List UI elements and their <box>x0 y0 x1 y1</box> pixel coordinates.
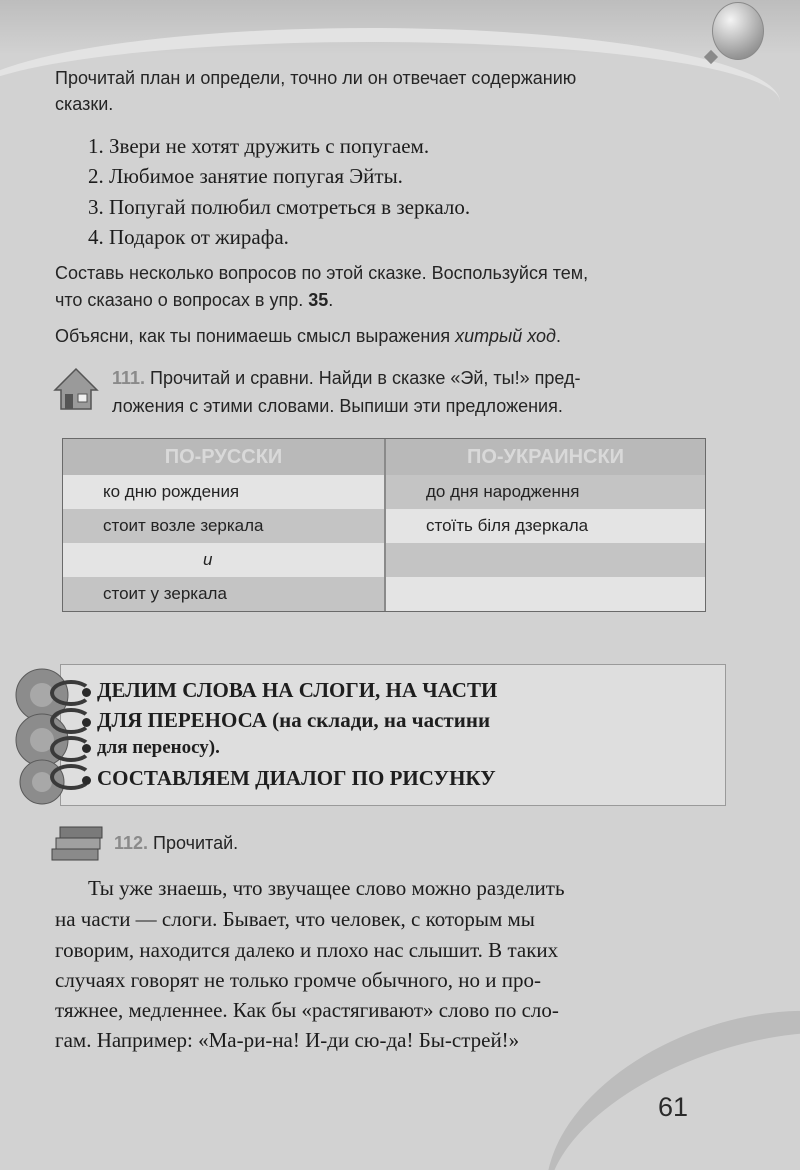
banner-line-2 <box>82 708 490 733</box>
table-divider <box>384 439 386 611</box>
task-intro-line-1: Прочитай план и определи, точно ли он отвечает содержанию <box>55 68 577 88</box>
exercise-reference: 35 <box>308 290 329 310</box>
balloon-icon <box>712 2 764 60</box>
questions-task-prefix: что сказано о вопросах в упр. <box>55 290 309 310</box>
banner-line-1 <box>82 678 497 703</box>
exercise-111-line-2: ложения с этими словами. Выпиши эти предложения. <box>112 396 563 416</box>
table-cell: стоїть біля дзеркала <box>386 509 705 543</box>
table-cell <box>386 577 705 611</box>
table-cell: стоит у зеркала <box>63 577 384 611</box>
bullet-icon <box>82 688 91 697</box>
reading-line: говорим, находится далеко и плохо нас слышит. В таких <box>55 938 559 962</box>
banner-line-4 <box>82 766 496 791</box>
table-cell: ко дню рождения <box>63 475 384 509</box>
reading-line: на части — слоги. Бывает, что человек, с которым мы <box>55 907 535 931</box>
task-intro-line-2: сказки. <box>55 94 114 114</box>
exercise-111-text: Прочитай и сравни. Найди в сказке «Эй, ты!» пред- <box>145 368 581 388</box>
exercise-112 <box>114 833 238 854</box>
exercise-number: 111. <box>112 368 146 388</box>
table-cell: до дня народження <box>386 475 705 509</box>
table-cell: стоит возле зеркала <box>63 509 384 543</box>
exercise-111-line-1 <box>112 368 580 389</box>
bottom-swoosh <box>509 962 800 1170</box>
reading-line: Ты уже знаешь, что звучащее слово можно разделить <box>88 876 565 900</box>
reading-line: тяжнее, медленнее. Как бы «растягивают» слово по сло- <box>55 998 559 1022</box>
reading-line: гам. Например: «Ма-ри-на! И-ди сю-да! Бы-стрей!» <box>55 1028 520 1052</box>
table-header: ПО-РУССКИ <box>63 439 384 475</box>
explain-task-suffix: . <box>555 326 561 346</box>
banner-text: СОСТАВЛЯЕМ ДИАЛОГ ПО РИСУНКУ <box>97 766 496 790</box>
books-icon <box>50 823 106 863</box>
questions-task-line-1: Составь несколько вопросов по этой сказке. Воспользуйся тем, <box>55 263 589 283</box>
exercise-112-text: Прочитай. <box>148 833 239 853</box>
home-icon <box>53 366 99 412</box>
plan-item: 4. Подарок от жирафа. <box>88 225 289 249</box>
page-number: 61 <box>657 1092 689 1122</box>
questions-task-line-2 <box>55 290 333 311</box>
table-header: ПО-УКРАИНСКИ <box>386 439 705 475</box>
questions-task-suffix: . <box>328 290 334 310</box>
exercise-number: 112. <box>114 833 149 853</box>
bullet-icon <box>82 718 91 727</box>
bullet-icon <box>82 744 91 753</box>
plan-item: 1. Звери не хотят дружить с попугаем. <box>88 134 430 158</box>
table-cell: и <box>63 543 384 577</box>
banner-line-3 <box>82 737 220 759</box>
banner-text: для переносу). <box>97 737 220 758</box>
banner-text: ДЕЛИМ СЛОВА НА СЛОГИ, НА ЧАСТИ <box>97 678 498 702</box>
plan-item: 2. Любимое занятие попугая Эйты. <box>88 164 403 188</box>
translation-table <box>62 438 706 612</box>
explain-task-text: Объясни, как ты понимаешь смысл выражения <box>55 326 456 346</box>
explain-task <box>55 326 561 347</box>
bullet-icon <box>82 776 91 785</box>
plan-item: 3. Попугай полюбил смотреться в зеркало. <box>88 195 471 219</box>
table-cell <box>386 543 705 577</box>
reading-line: случаях говорят не только громче обычного, но и про- <box>55 968 541 992</box>
expression: хитрый ход <box>455 326 556 346</box>
banner-text: ДЛЯ ПЕРЕНОСА (на склади, на частини <box>97 708 491 732</box>
